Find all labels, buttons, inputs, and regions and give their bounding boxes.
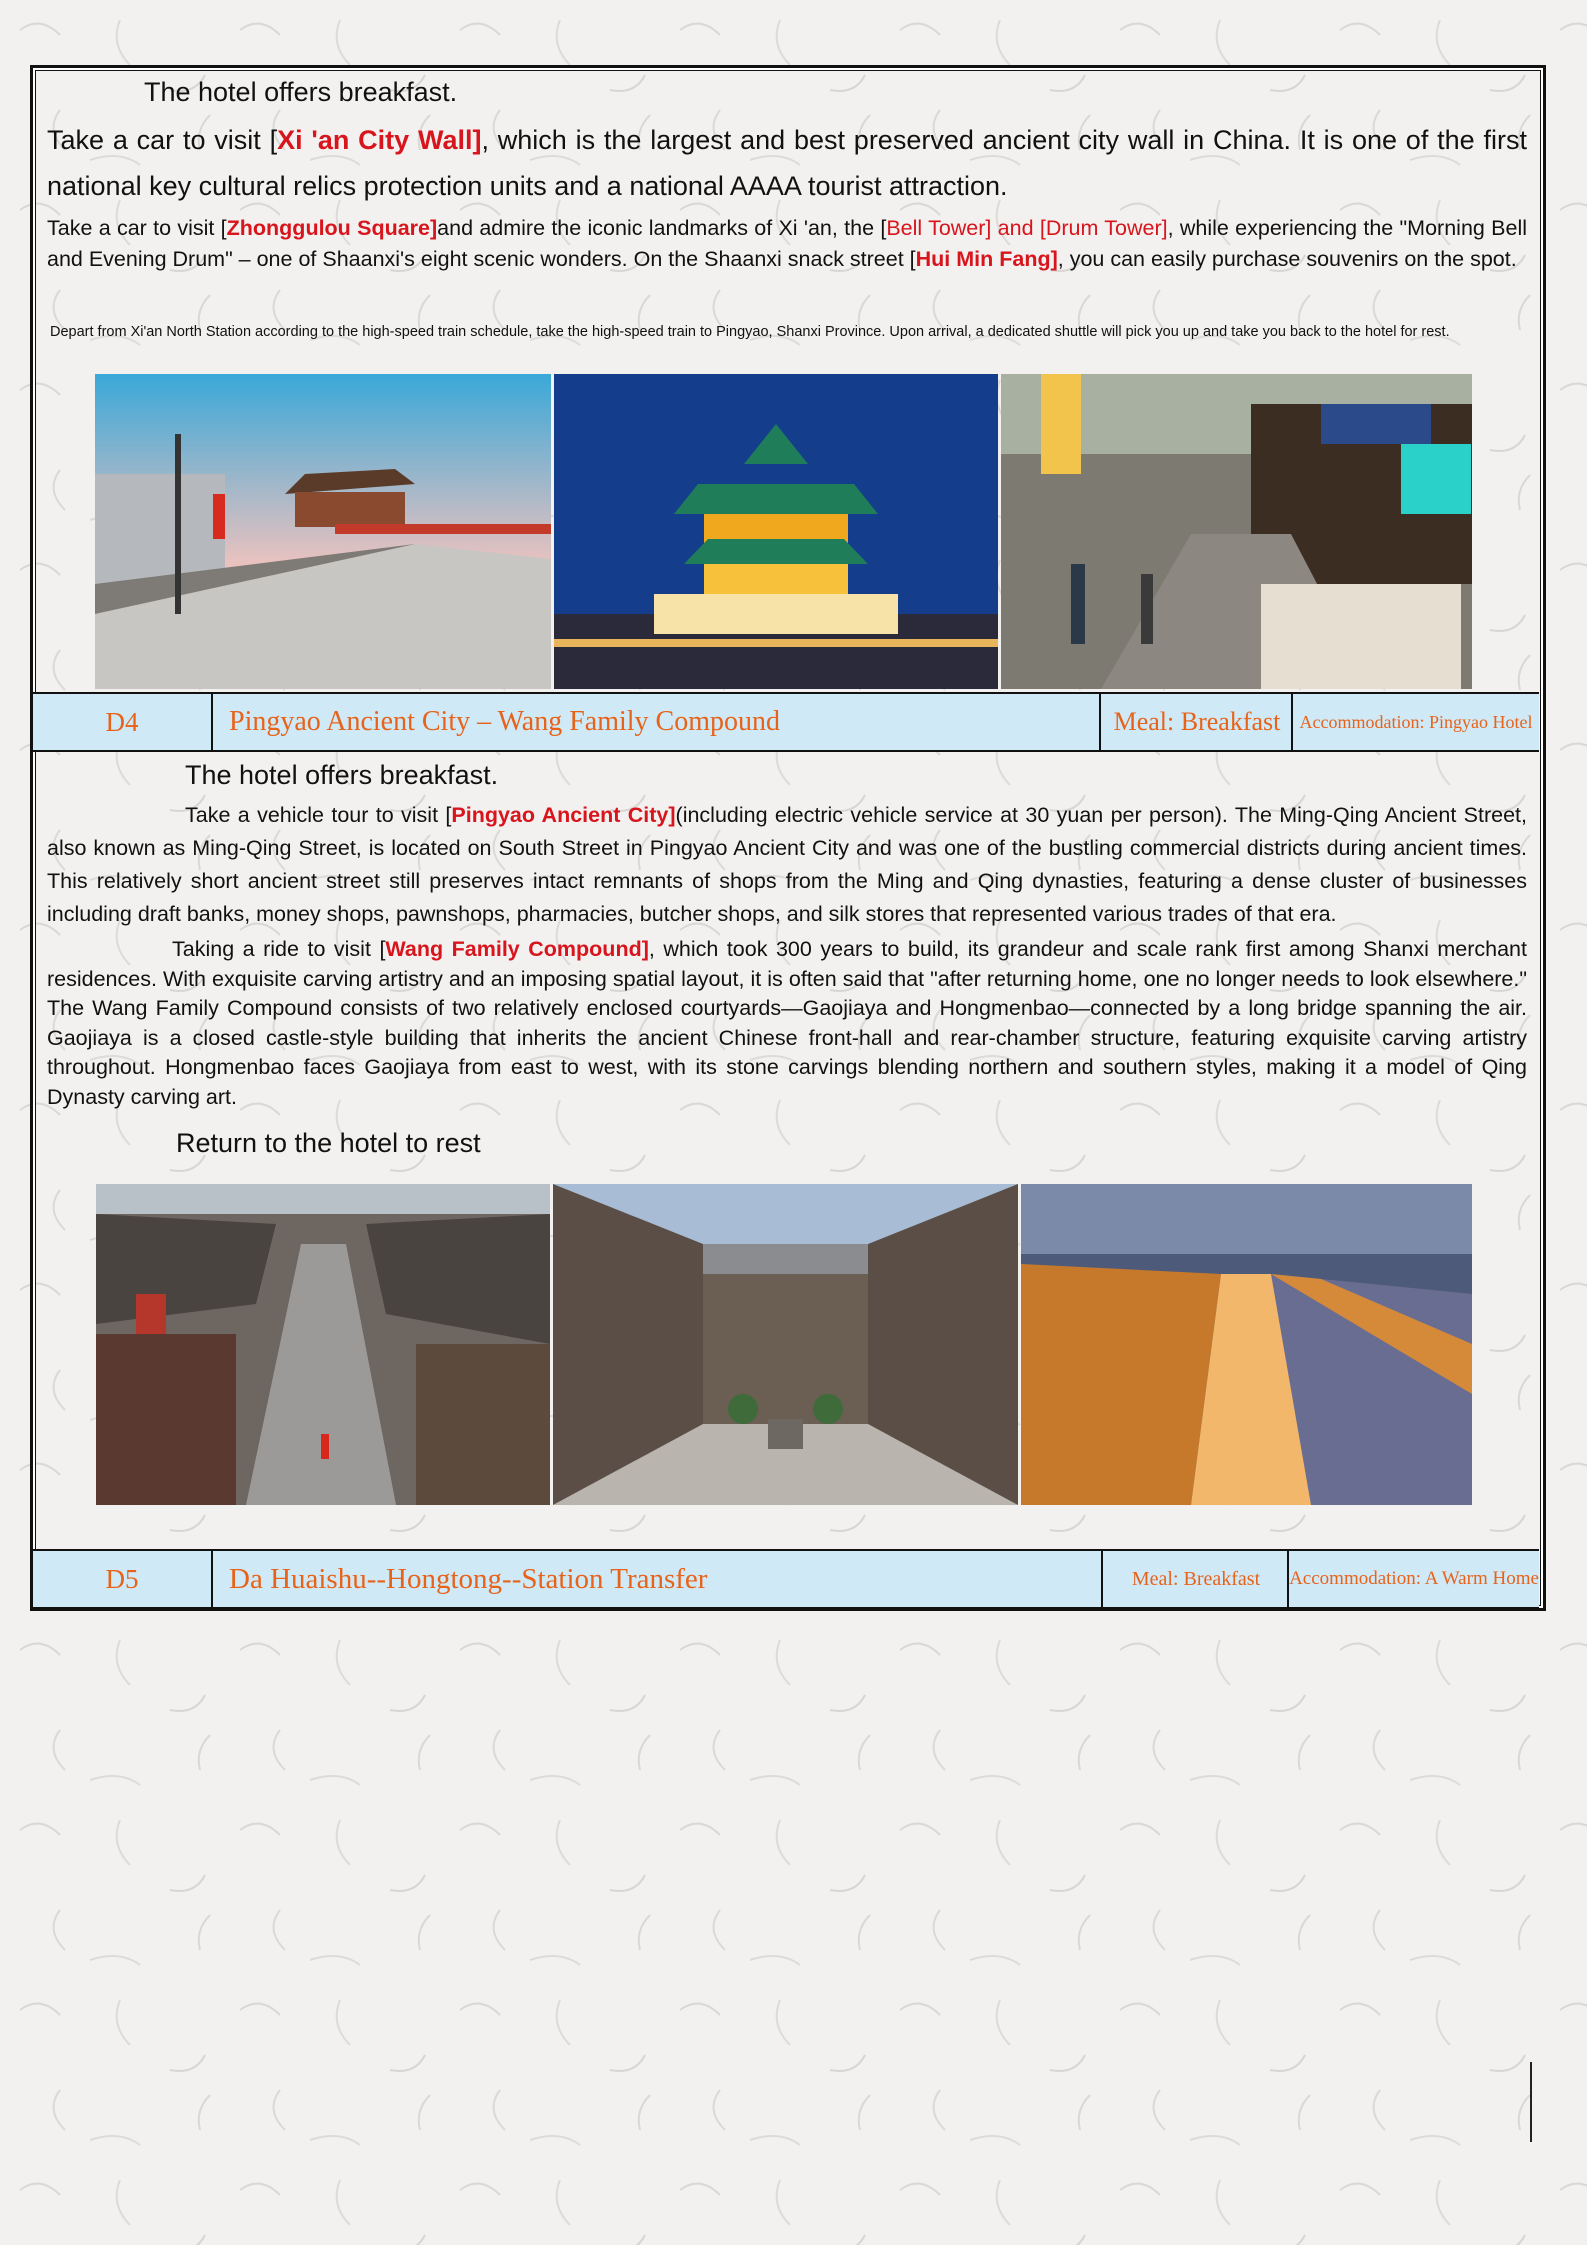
d4-day-label: D4 [33,694,213,750]
bell-drum-highlight: Bell Tower] and [Drum Tower] [886,216,1168,240]
d4-meal: Meal: Breakfast [1103,694,1293,750]
pingyao-highlight: Pingyao Ancient City] [451,803,676,827]
d5-title: Da Huaishu--Hongtong--Station Transfer [213,1551,1103,1607]
photo-row-pingyao [96,1184,1472,1505]
d3-breakfast-text: The hotel offers breakfast. [144,77,458,107]
d4-title: Pingyao Ancient City – Wang Family Compound [213,694,1101,750]
hui-min-fang-street-photo [1001,374,1472,689]
bell-tower-paragraph: Take a car to visit [Zhonggulou Square]and admire the iconic landmarks of Xi 'an, the [Bell Tower] and [Drum Tower], while experiencing the "Morning Bell and Evening Drum" – one of Shaanxi's eight scenic wonders. On the Shaanxi snack street [Hui Min Fang], you can easily purchase souvenirs on the spot. [47,216,1527,271]
d5-day-label: D5 [33,1551,213,1607]
zhonggulou-highlight: Zhonggulou Square] [226,216,438,240]
hui-min-fang-highlight: Hui Min Fang] [915,247,1058,271]
page-edge-mark [1530,2062,1532,2142]
wang-compound-courtyard-photo [553,1184,1018,1505]
pingyao-paragraph: Take a vehicle tour to visit [Pingyao Ancient City](including electric vehicle service at 30 yuan per person). The Ming-Qing Ancient Street, also known as Ming-Qing Street, is located on South Street in Pingyao Ancient City and was one of the bustling commercial districts during ancient times. This relatively short ancient street still preserves intact remnants of shops from the Ming and Qing dynasties, featuring a dense cluster of businesses including draft banks, money shops, pawnshops, pharmacies, butcher shops, and silk stores that represented various trades of that era. [47,803,1527,926]
d4-header-row [33,692,1539,752]
train-departure-text: Depart from Xi'an North Station according to the high-speed train schedule, take the high-speed train to Pingyao, Shanxi Province. Upon arrival, a dedicated shuttle will pick you up and take you back to the hotel for rest. [50,324,1450,340]
d5-accommodation: Accommodation: A Warm Home [1289,1568,1539,1589]
photo-row-xian [95,374,1472,689]
wang-compound-paragraph: Taking a ride to visit [Wang Family Compound], which took 300 years to build, its grandeur and scale rank first among Shanxi merchant residences. With exquisite carving artistry and an imposing spatial layout, it is often said that "after returning home, one no longer needs to look elsewhere." The Wang Family Compound consists of two relatively enclosed courtyards—Gaojiaya and Hongmenbao—connected by a long bridge spanning the air. Gaojiaya is a closed castle-style building that inherits the ancient Chinese front-hall and rear-chamber structure, featuring exquisite carving artistry throughout. Hongmenbao faces Gaojiaya from east to west, with its stone carvings blending northern and southern styles, making it a model of Qing Dynasty carving art. [47,937,1527,1109]
pingyao-night-street-photo [1021,1184,1472,1505]
city-wall-highlight: Xi 'an City Wall] [277,125,482,155]
return-hotel-text: Return to the hotel to rest [176,1128,481,1158]
d5-header-row [33,1549,1539,1609]
pingyao-street-photo [96,1184,550,1505]
city-wall-paragraph: Take a car to visit [Xi 'an City Wall], which is the largest and best preserved ancient city wall in China. It is one of the first national key cultural relics protection units and a national AAAA tourist attraction. [47,125,1527,201]
wang-compound-highlight: Wang Family Compound] [385,937,649,961]
city-wall-photo [95,374,551,689]
bell-tower-photo [554,374,998,689]
d4-breakfast-text: The hotel offers breakfast. [185,760,499,790]
d5-meal: Meal: Breakfast [1105,1551,1289,1607]
d4-accommodation: Accommodation: Pingyao Hotel [1299,711,1533,732]
